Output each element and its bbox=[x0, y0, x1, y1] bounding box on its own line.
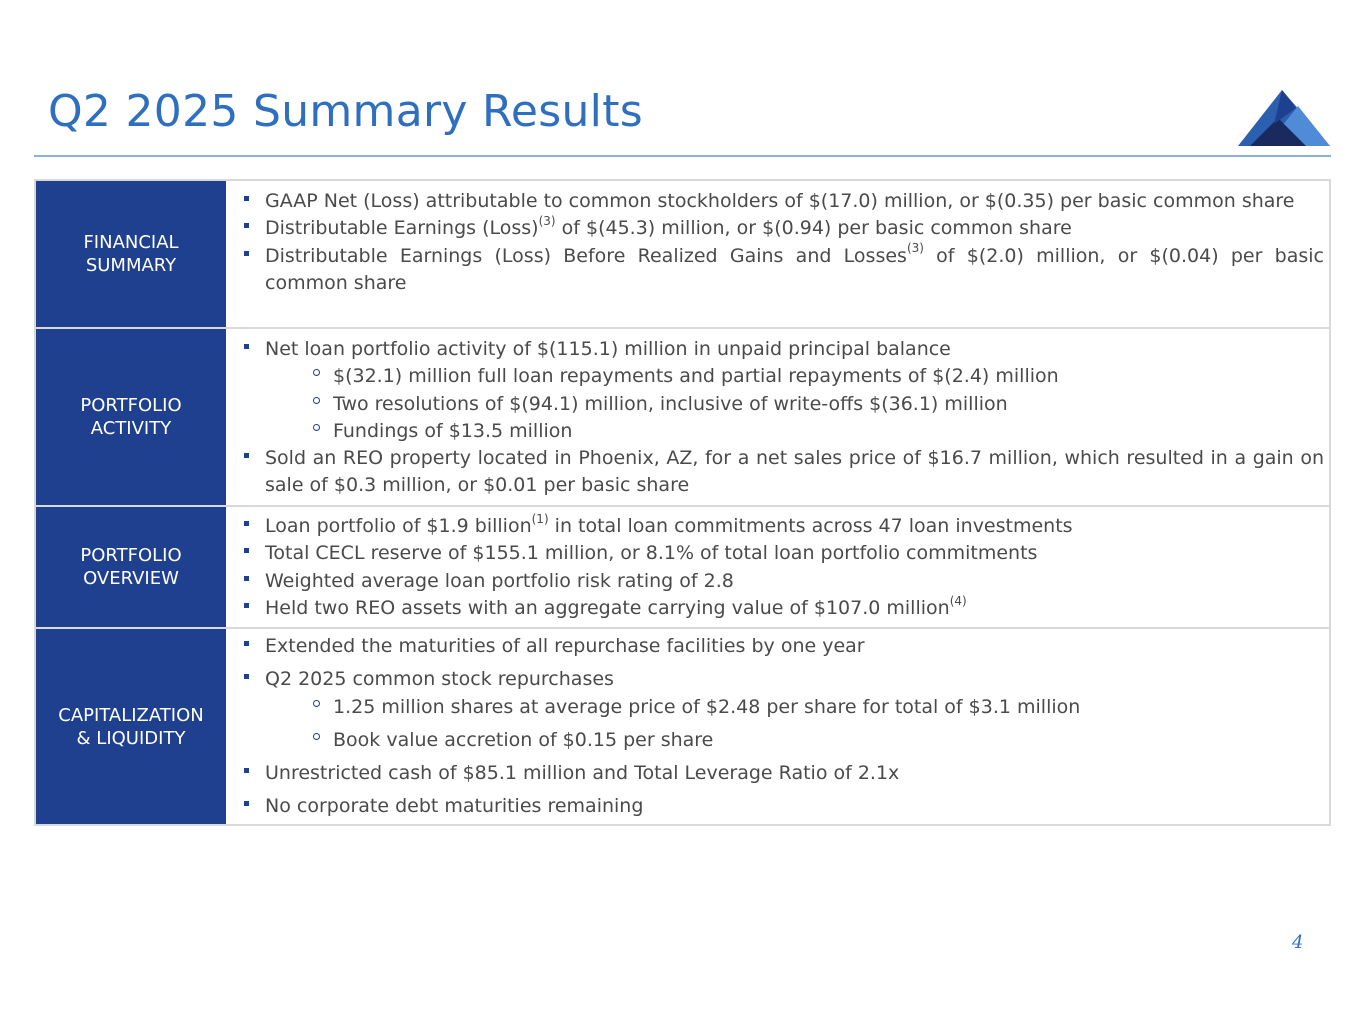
summary-table bbox=[34, 179, 1331, 826]
footnote-marker: (4) bbox=[949, 593, 967, 608]
footnote-marker: (3) bbox=[906, 241, 924, 256]
bullet-item: Extended the maturities of all repurchase facilities by one year bbox=[240, 633, 1324, 660]
bullet-item: Held two REO assets with an aggregate carrying value of $107.0 million$^{(4)}$ bbox=[240, 595, 1324, 622]
section-label-line: OVERVIEW bbox=[83, 568, 179, 589]
sub-bullet-item: Two resolutions of $(94.1) million, inclusive of write-offs $(36.1) million bbox=[240, 391, 1324, 418]
section-financial-summary bbox=[36, 181, 1329, 327]
section-body bbox=[226, 507, 1329, 627]
section-body bbox=[226, 329, 1329, 505]
bullet-item: Total CECL reserve of $155.1 million, or 8.1% of total loan portfolio commitments bbox=[240, 540, 1324, 567]
section-label bbox=[36, 507, 226, 627]
company-logo bbox=[1236, 88, 1332, 148]
sub-bullet-item: Book value accretion of $0.15 per share bbox=[240, 727, 1324, 754]
section-label bbox=[36, 181, 226, 327]
bullet-item: Q2 2025 common stock repurchases bbox=[240, 666, 1324, 693]
section-label bbox=[36, 329, 226, 505]
sub-bullet-item: Fundings of $13.5 million bbox=[240, 418, 1324, 445]
section-label bbox=[36, 629, 226, 824]
page-title: Q2 2025 Summary Results bbox=[48, 86, 643, 137]
bullet-item: GAAP Net (Loss) attributable to common stockholders of $(17.0) million, or $(0.35) per basic common share bbox=[240, 188, 1324, 215]
sub-bullet-item: $(32.1) million full loan repayments and partial repayments of $(2.4) million bbox=[240, 363, 1324, 390]
section-label-line: PORTFOLIO bbox=[80, 395, 182, 416]
bullet-item: No corporate debt maturities remaining bbox=[240, 793, 1324, 820]
footnote-marker: (3) bbox=[538, 213, 556, 228]
footnote-marker: (1) bbox=[531, 511, 549, 526]
title-divider bbox=[34, 155, 1331, 157]
section-portfolio-activity bbox=[36, 327, 1329, 505]
bullet-item: Distributable Earnings (Loss)$^{(3)}$ of $(45.3) million, or $(0.94) per basic common share bbox=[240, 215, 1324, 242]
section-label-line: PORTFOLIO bbox=[80, 545, 182, 566]
bullet-item: Weighted average loan portfolio risk rating of 2.8 bbox=[240, 568, 1324, 595]
section-label-line: CAPITALIZATION bbox=[58, 704, 204, 726]
sub-bullet-item: 1.25 million shares at average price of $2.48 per share for total of $3.1 million bbox=[240, 694, 1324, 721]
bullet-item: Sold an REO property located in Phoenix, AZ, for a net sales price of $16.7 million, which resulted in a gain on sale of $0.3 million, or $0.01 per basic share bbox=[240, 445, 1324, 500]
section-portfolio-overview bbox=[36, 505, 1329, 627]
bullet-item: Unrestricted cash of $85.1 million and Total Leverage Ratio of 2.1x bbox=[240, 760, 1324, 787]
section-label-line: FINANCIAL bbox=[83, 232, 179, 253]
section-capitalization-liquidity bbox=[36, 627, 1329, 824]
bullet-item: Net loan portfolio activity of $(115.1) million in unpaid principal balance bbox=[240, 336, 1324, 363]
section-body bbox=[226, 629, 1329, 824]
section-label-line: ACTIVITY bbox=[90, 418, 172, 439]
section-body bbox=[226, 181, 1329, 327]
section-label-line: SUMMARY bbox=[85, 255, 177, 276]
bullet-item: Loan portfolio of $1.9 billion$^{(1)}$ in total loan commitments across 47 loan investments bbox=[240, 513, 1324, 540]
section-label-line: & LIQUIDITY bbox=[76, 727, 186, 749]
bullet-item: Distributable Earnings (Loss) Before Realized Gains and Losses$^{(3)}$ of $(2.0) million, or $(0.04) per basic common share bbox=[240, 243, 1324, 298]
page-number: 4 bbox=[1292, 932, 1304, 953]
